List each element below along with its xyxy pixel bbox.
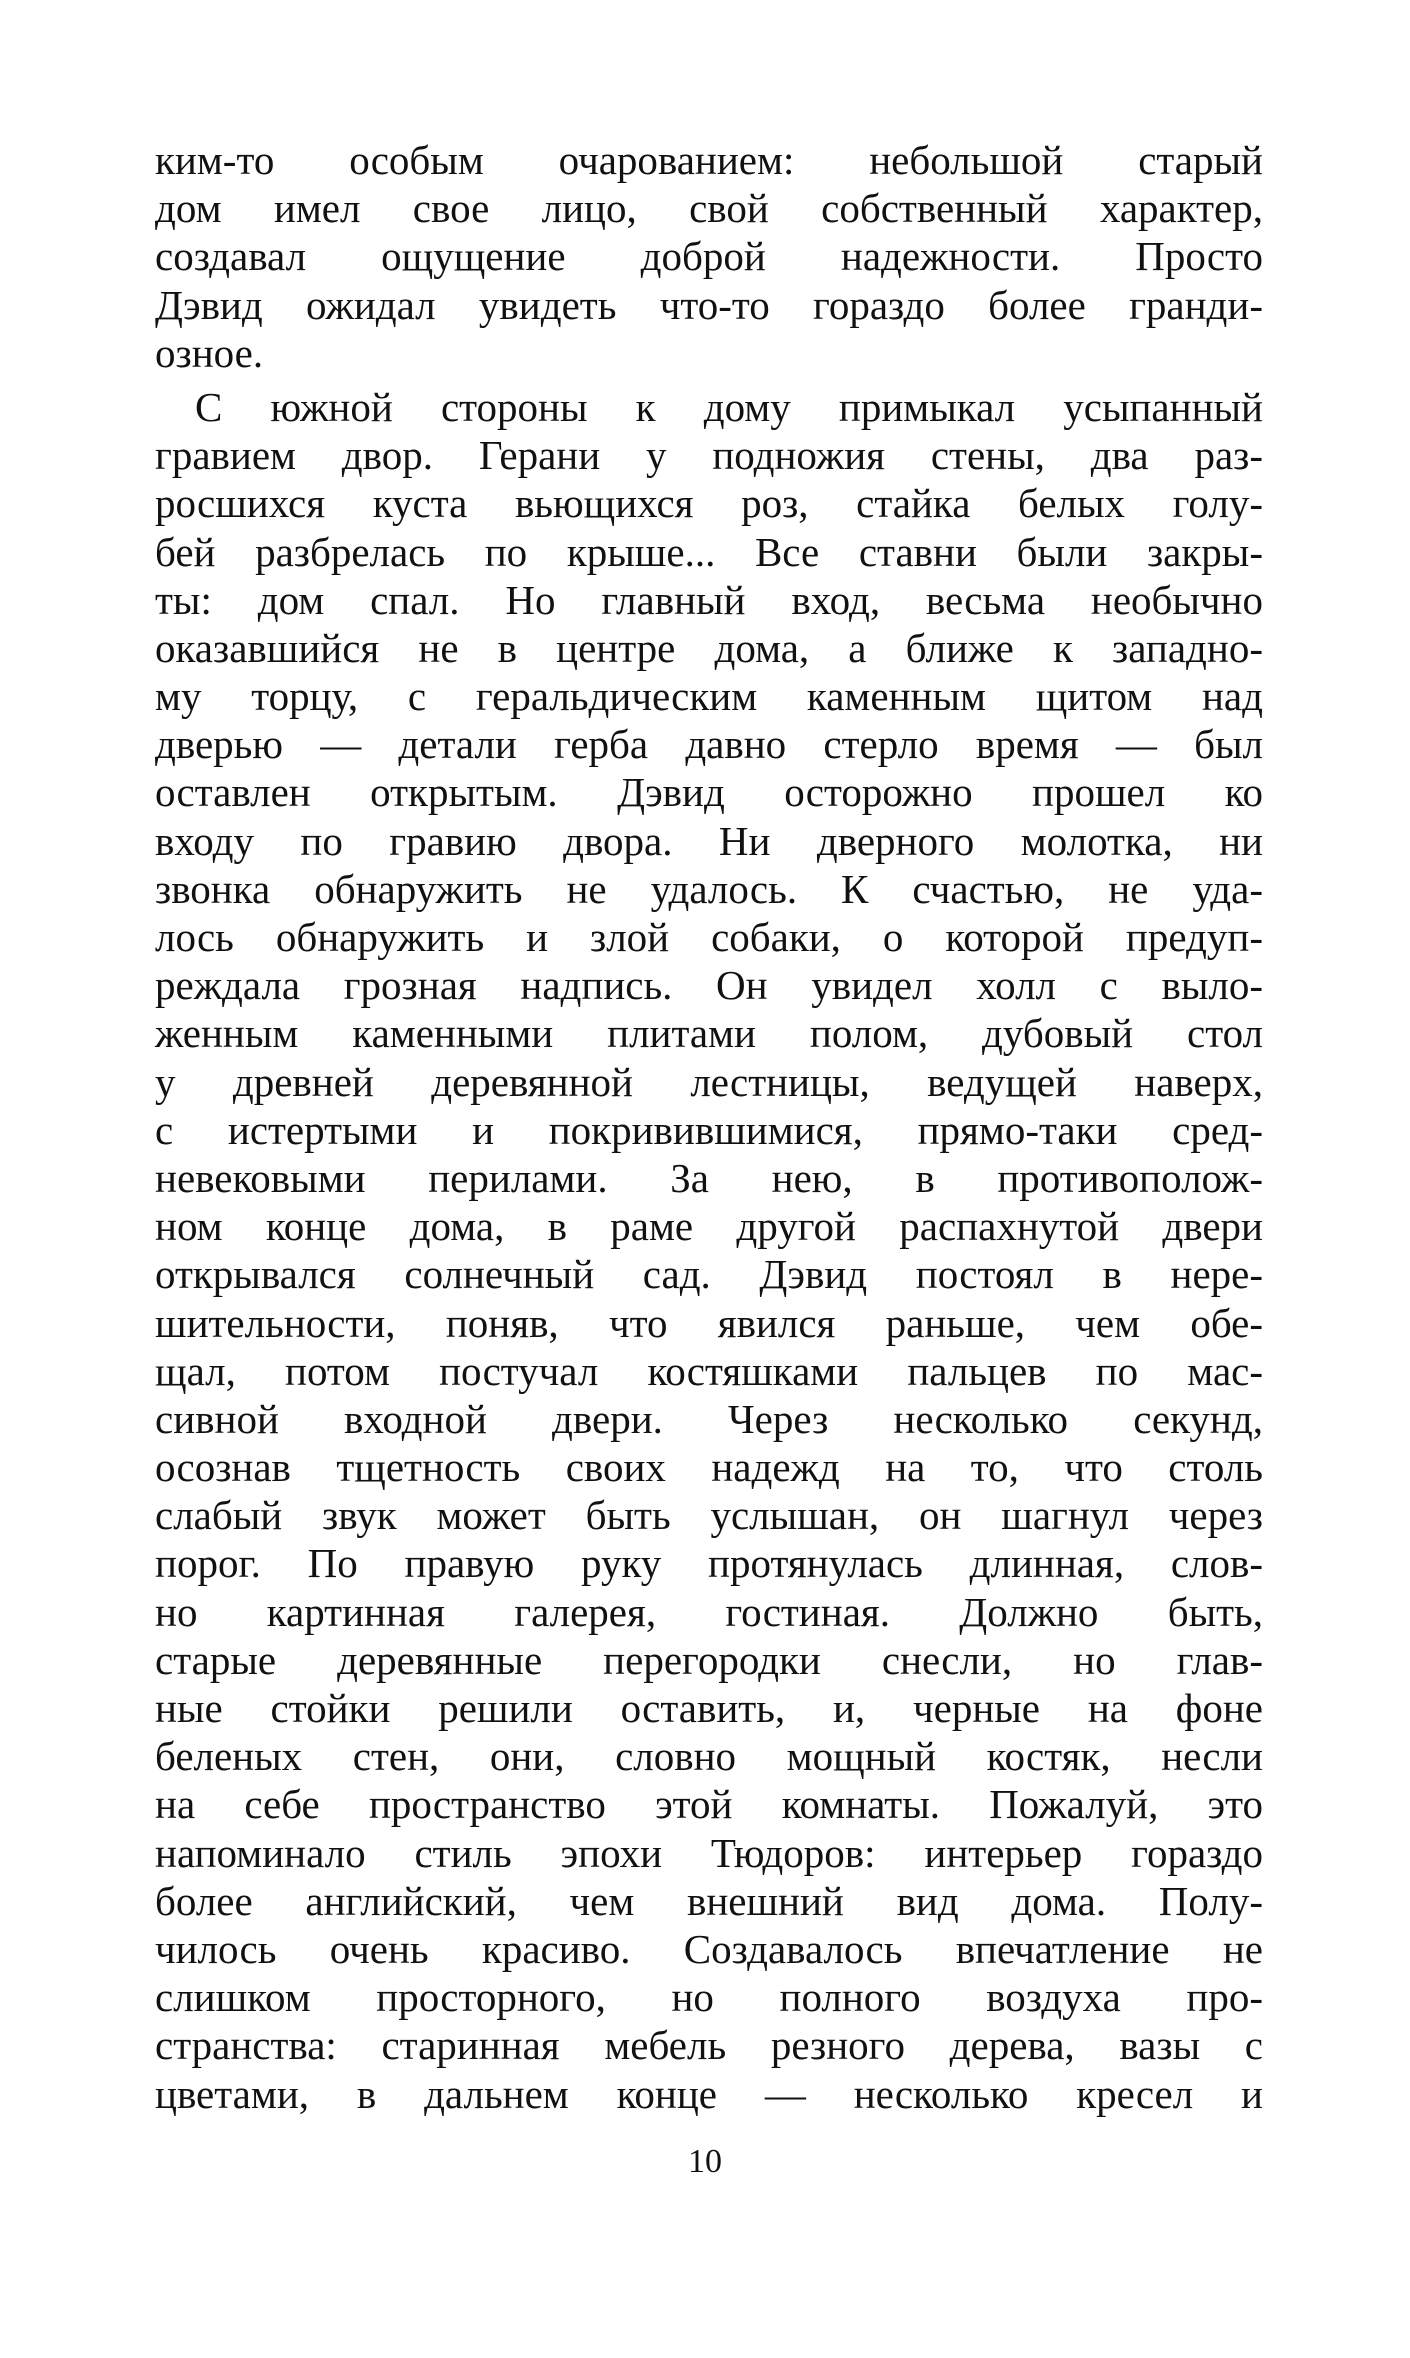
text-line: шительности, поняв, что явился раньше, чем обе- <box>155 1299 1263 1346</box>
text-line: странства: старинная мебель резного дерева, вазы с <box>155 2022 1263 2069</box>
text-line: му торцу, с геральдическим каменным щитом над <box>155 673 1263 720</box>
text-line: но картинная галерея, гостиная. Должно быть, <box>155 1588 1263 1635</box>
body-text <box>155 136 1263 2118</box>
text-line: порог. По правую руку протянулась длинная, слов- <box>155 1540 1263 1587</box>
page-number: 10 <box>688 2143 722 2180</box>
text-line: слишком просторного, но полного воздуха про- <box>155 1974 1263 2021</box>
text-line: дверью — детали герба давно стерло время — был <box>155 721 1263 768</box>
text-line: на себе пространство этой комнаты. Пожалуй, это <box>155 1781 1263 1828</box>
text-line: бей разбрелась по крыше... Все ставни были закры- <box>155 528 1263 575</box>
text-line: входу по гравию двора. Ни дверного молотка, ни <box>155 817 1263 864</box>
text-line: росшихся куста вьющихся роз, стайка белых голу- <box>155 480 1263 527</box>
text-line: цветами, в дальнем конце — несколько кресел и <box>155 2070 1263 2117</box>
text-line: с истертыми и покривившимися, прямо-таки сред- <box>155 1106 1263 1153</box>
text-line: ные стойки решили оставить, и, черные на фоне <box>155 1685 1263 1731</box>
text-line: лось обнаружить и злой собаки, о которой предуп- <box>155 914 1263 960</box>
text-line: более английский, чем внешний вид дома. Полу- <box>155 1877 1263 1924</box>
text-line: ты: дом спал. Но главный вход, весьма необычно <box>155 576 1263 623</box>
text-line: невековыми перилами. За нею, в противополож- <box>155 1154 1263 1201</box>
text-line: оказавшийся не в центре дома, а ближе к западно- <box>155 624 1263 671</box>
text-line: ном конце дома, в раме другой распахнутой двери <box>155 1203 1263 1250</box>
paragraph-1 <box>155 136 1263 377</box>
text-line: чилось очень красиво. Создавалось впечатление не <box>155 1925 1263 1972</box>
text-line: беленых стен, они, словно мощный костяк, несли <box>155 1733 1263 1780</box>
text-line: сивной входной двери. Через несколько секунд, <box>155 1395 1263 1442</box>
text-line: создавал ощущение доброй надежности. Просто <box>155 233 1263 280</box>
text-line: осознав тщетность своих надежд на то, что столь <box>155 1444 1263 1491</box>
text-line: напоминало стиль эпохи Тюдоров: интерьер гораздо <box>155 1829 1263 1876</box>
text-line: звонка обнаружить не удалось. К счастью, не уда- <box>155 865 1263 912</box>
text-line: старые деревянные перегородки снесли, но глав- <box>155 1636 1263 1683</box>
text-line: ким-то особым очарованием: небольшой старый <box>155 137 1263 183</box>
text-line: открывался солнечный сад. Дэвид постоял в нере- <box>155 1251 1263 1298</box>
paragraph-2 <box>155 383 1263 2118</box>
text-line: озное. <box>155 329 264 376</box>
text-line: оставлен открытым. Дэвид осторожно прошел ко <box>155 769 1263 816</box>
text-line: дом имел свое лицо, свой собственный характер, <box>155 185 1263 232</box>
text-line: слабый звук может быть услышан, он шагнул через <box>155 1492 1263 1539</box>
text-line: женным каменными плитами полом, дубовый стол <box>155 1010 1263 1057</box>
text-line: у древней деревянной лестницы, ведущей наверх, <box>155 1058 1263 1105</box>
text-line: С южной стороны к дому примыкал усыпанный <box>195 383 1263 430</box>
text-line: щал, потом постучал костяшками пальцев по мас- <box>155 1347 1263 1394</box>
text-line: Дэвид ожидал увидеть что-то гораздо более гранди- <box>155 281 1263 328</box>
text-line: реждала грозная надпись. Он увидел холл с выло- <box>155 962 1263 1009</box>
text-line: гравием двор. Герани у подножия стены, два раз- <box>155 432 1263 479</box>
